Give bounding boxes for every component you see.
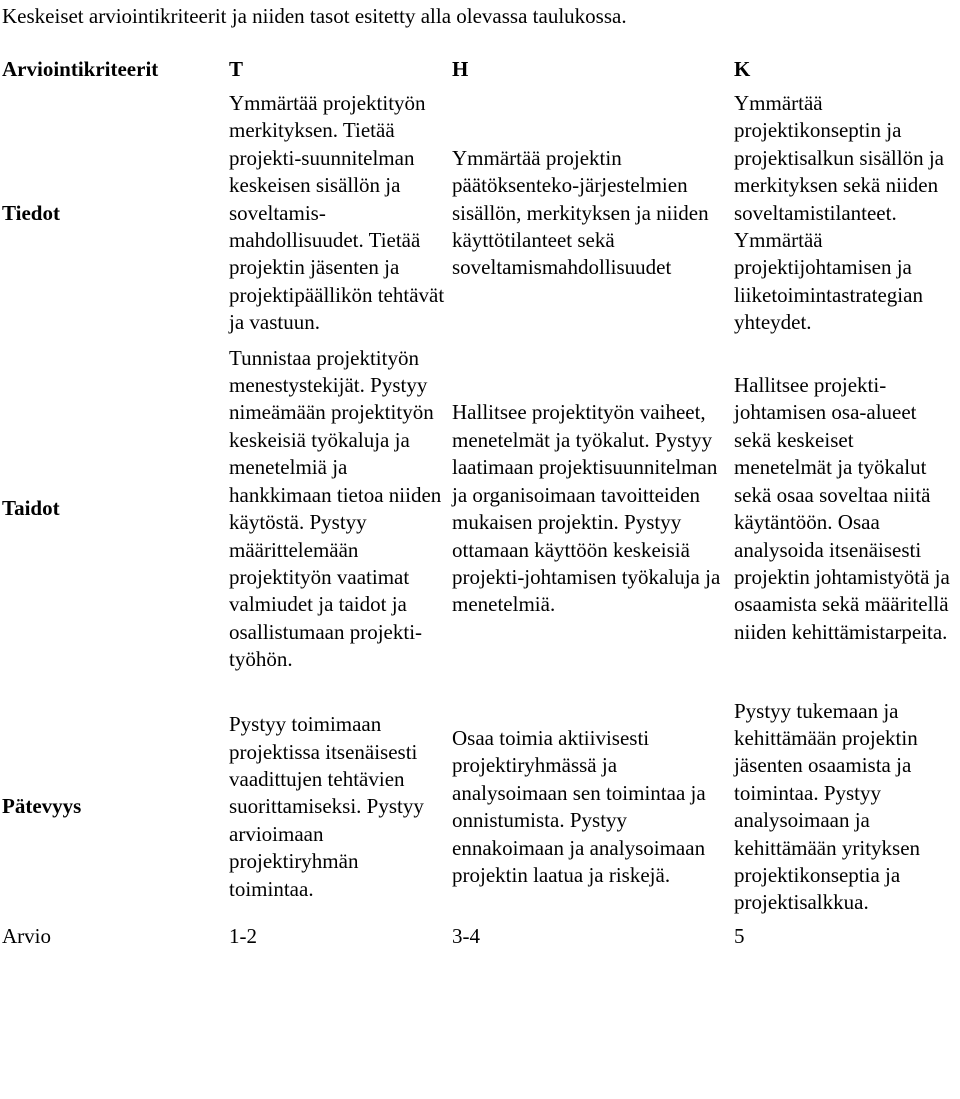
table-row xyxy=(2,90,958,341)
intro-text: Keskeiset arviointikriteerit ja niiden tasot esitetty alla olevassa taulukossa. xyxy=(2,4,627,28)
header-level-k: K xyxy=(734,57,751,81)
footer-grade-h: 3-4 xyxy=(452,923,480,948)
cell-tiedot-t: Ymmärtää projektityön merkityksen. Tietää projekti-suunnitelman keskeisen sisällön ja soveltamis-mahdollisuudet. Tietää projektin jäsenten ja projektipäällikön tehtävät ja vastuun. xyxy=(229,91,445,335)
cell-patevyys-h: Osaa toimia aktiivisesti projektiryhmässä ja analysoimaan sen toimintaa ja onnistumista. Pystyy ennakoimaan ja analysoimaan projektin laatua ja riskejä. xyxy=(452,725,706,887)
footer-grade-k: 5 xyxy=(734,923,745,948)
table-row xyxy=(2,686,958,921)
cell-tiedot-k: Ymmärtää projektikonseptin ja projektisalkun sisällön ja merkityksen sekä niiden soveltamistilanteet. Ymmärtää projektijohtamisen ja liiketoimintastrategian yhteydet. xyxy=(734,91,944,335)
cell-taidot-k: Hallitsee projekti-johtamisen osa-alueet sekä keskeiset menetelmät ja työkalut sekä osaa soveltaa niitä käytäntöön. Osaa analysoida itsenäisesti projektin johtamistyötä ja osaamista sekä määritellä niiden kehittämistarpeita. xyxy=(734,373,950,644)
header-level-h: H xyxy=(452,57,469,81)
cell-taidot-h: Hallitsee projektityön vaiheet, menetelmät ja työkalut. Pystyy laatimaan projektisuunnitelman ja organisoimaan tavoitteiden mukaisen projektin. Pystyy ottamaan käyttöön keskeisiä projekti-johtamisen työkaluja ja menetelmiä. xyxy=(452,400,721,617)
header-row xyxy=(2,56,958,90)
row-label-tiedot: Tiedot xyxy=(2,200,60,225)
cell-tiedot-h: Ymmärtää projektin päätöksenteko-järjestelmien sisällön, merkityksen ja niiden käyttötilanteet sekä soveltamismahdollisuudet xyxy=(452,145,709,280)
row-label-taidot: Taidot xyxy=(2,496,60,521)
cell-taidot-t: Tunnistaa projektityön menestystekijät. Pystyy nimeämään projektityön keskeisiä työkaluja ja menetelmiä ja hankkimaan tietoa niiden käytöstä. Pystyy määrittelemään projektityön vaatimat valmiudet ja taidot ja osallistumaan projekti-työhön. xyxy=(229,345,442,672)
footer-row xyxy=(2,921,958,957)
header-criteria: Arviointikriteerit xyxy=(2,57,159,81)
cell-patevyys-k: Pystyy tukemaan ja kehittämään projektin jäsenten osaamista ja toimintaa. Pystyy analysoimaan ja kehittämään yrityksen projektikonseptia ja projektisalkkua. xyxy=(734,698,921,915)
assessment-criteria-table xyxy=(2,56,958,957)
table-row xyxy=(2,341,958,686)
header-level-t: T xyxy=(229,57,244,81)
cell-patevyys-t: Pystyy toimimaan projektissa itsenäisesti vaadittujen tehtävien suorittamiseksi. Pystyy arvioimaan projektiryhmän toimintaa. xyxy=(229,712,424,901)
row-label-patevyys: Pätevyys xyxy=(2,794,82,819)
footer-label: Arvio xyxy=(2,923,51,948)
footer-grade-t: 1-2 xyxy=(229,923,257,948)
